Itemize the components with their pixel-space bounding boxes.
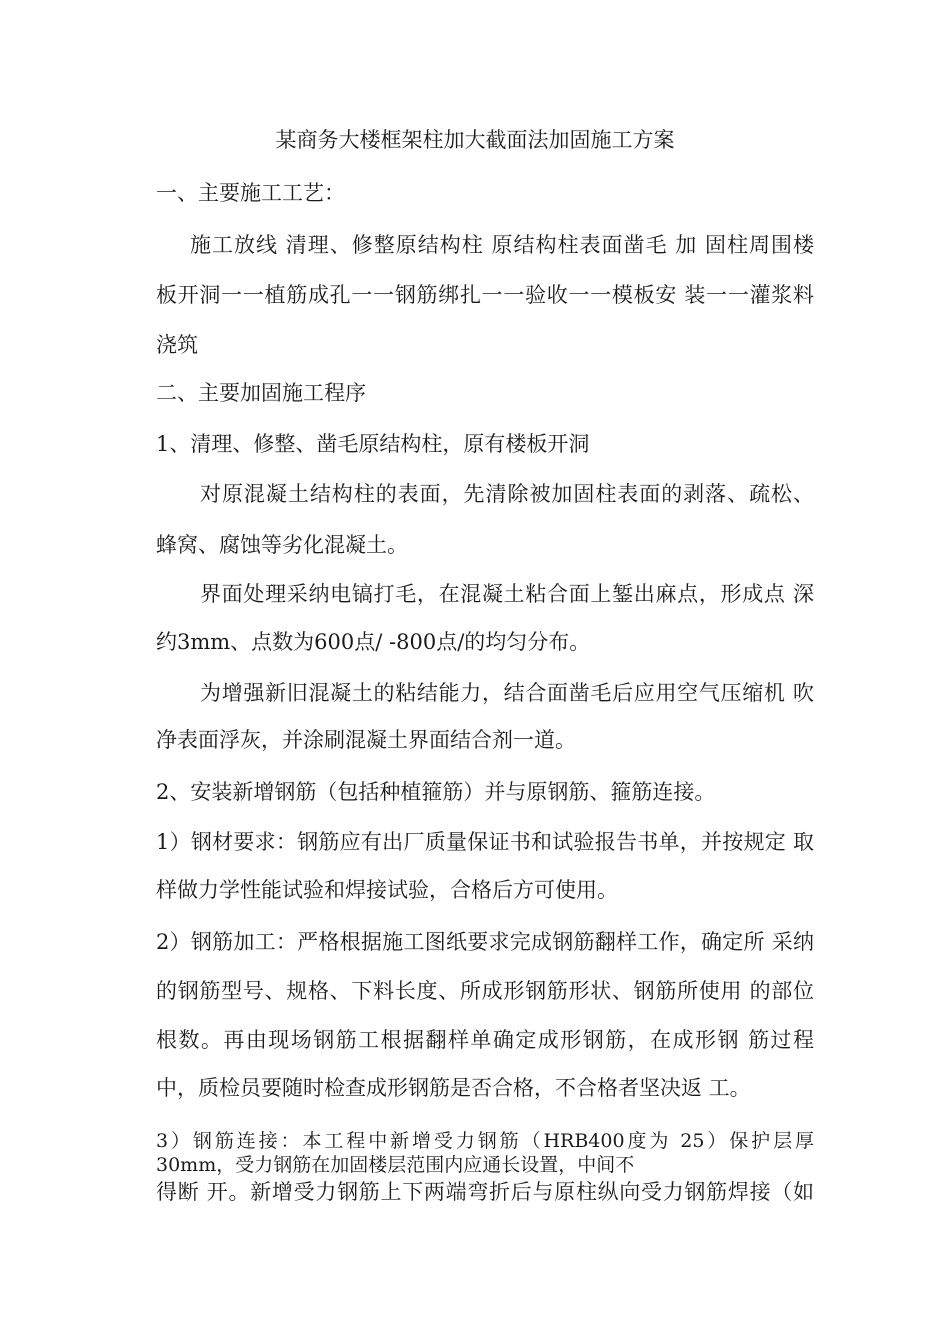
paragraph-line: 板开洞一一植筋成孔一一钢筋绑扎一一验收一一模板安 装一一灌浆料 [156, 283, 814, 307]
paragraph-line: 得断 开。新增受力钢筋上下两端弯折后与原柱纵向受力钢筋焊接（如 [156, 1180, 814, 1204]
paragraph-line: 蜂窝、腐蚀等劣化混凝土。 [156, 533, 408, 557]
paragraph-line: 30mm，受力钢筋在加固楼层范围内应通长设置，中间不 [156, 1154, 635, 1176]
document-title: 某商务大楼框架柱加大截面法加固施工方案 [275, 128, 675, 152]
subsection-heading-1: 1、清理、修整、凿毛原结构柱，原有楼板开洞 [156, 432, 590, 456]
paragraph-line: 界面处理采纳电镐打毛，在混凝土粘合面上錾出麻点，形成点 深 [200, 582, 814, 606]
paragraph-line: 根数。再由现场钢筋工根据翻样单确定成形钢筋，在成形钢 筋过程 [156, 1028, 814, 1052]
paragraph-line: 为增强新旧混凝土的粘结能力，结合面凿毛后应用空气压缩机 吹 [200, 681, 814, 705]
section-heading-2: 二、主要加固施工程序 [156, 381, 366, 405]
paragraph-line: 的钢筋型号、规格、下料长度、所成形钢筋形状、钢筋所使用 的部位 [156, 979, 814, 1003]
paragraph-line: 1）钢材要求：钢筋应有出厂质量保证书和试验报告书单，并按规定 取 [156, 830, 814, 854]
paragraph-line: 浇筑 [156, 333, 198, 357]
paragraph-line: 中，质检员要随时检查成形钢筋是否合格，不合格者坚决返 工。 [156, 1076, 751, 1100]
paragraph-line: 2）钢筋加工：严格根据施工图纸要求完成钢筋翻样工作，确定所 采纳 [156, 930, 814, 954]
section-heading-1: 一、主要施工工艺： [156, 181, 345, 205]
paragraph-line: 样做力学性能试验和焊接试验，合格后方可使用。 [156, 878, 618, 902]
paragraph-line: 净表面浮灰，并涂刷混凝土界面结合剂一道。 [156, 728, 576, 752]
subsection-heading-2: 2、安装新增钢筋（包括种植箍筋）并与原钢筋、箍筋连接。 [156, 780, 716, 804]
paragraph-line: 对原混凝土结构柱的表面，先清除被加固柱表面的剥落、疏松、 [200, 482, 814, 506]
paragraph-line: 约3mm、点数为600点/ -800点/的均匀分布。 [156, 630, 591, 654]
paragraph-line: 3）钢筋连接：本工程中新增受力钢筋（HRB400度为 25）保护层厚 [156, 1130, 814, 1152]
paragraph-line: 施工放线 清理、修整原结构柱 原结构柱表面凿毛 加 固柱周围楼 [190, 233, 814, 257]
